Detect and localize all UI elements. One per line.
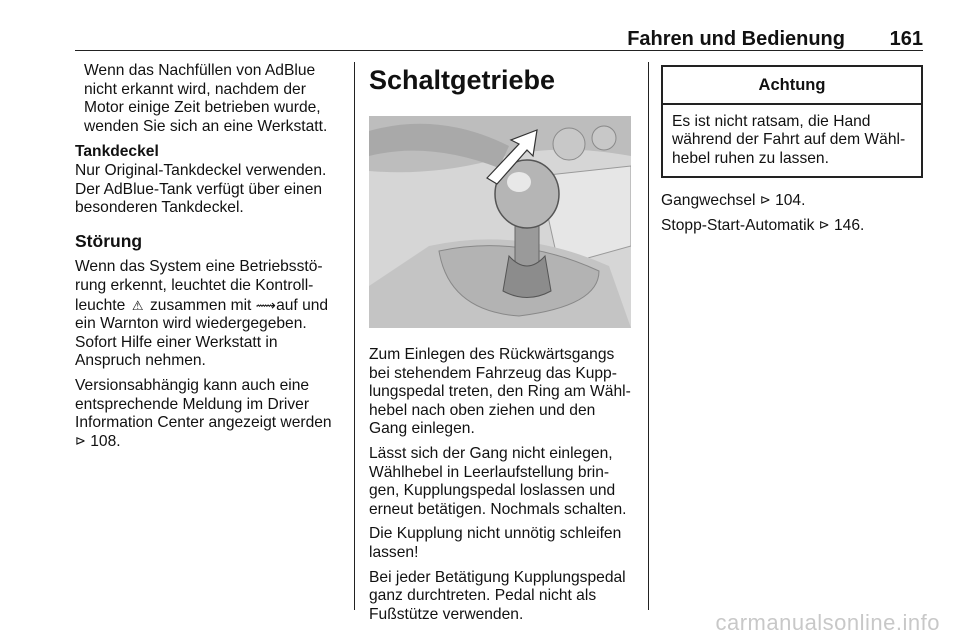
reference-arrow-icon: ⊳ [818, 216, 830, 232]
clutch-slip-text: Die Kupplung nicht unnötig schleifen lassen! [369, 525, 622, 561]
fault-text [75, 258, 340, 371]
caution-text: Es ist nicht ratsam, die Hand während der Fahrt auf dem Wähl-hebel ruhen zu lassen. [672, 112, 906, 167]
dic-text [75, 377, 340, 451]
section-title-manual-gearbox: Schaltgetriebe [369, 65, 556, 95]
caution-box [661, 65, 923, 178]
dic-text-body: Versionsabhängig kann auch eine entsprechende Meldung im Driver Information Center angezeigt werden [75, 376, 332, 432]
adblue-refill-note: Wenn das Nachfüllen von AdBlue nicht erkannt wird, nachdem der Motor einige Zeit betrieben wurde, wenden Sie sich an eine Werkstatt. [84, 62, 328, 135]
reference-arrow-icon: ⊳ [75, 432, 86, 448]
header-rule [75, 50, 923, 51]
gear-change-label: Gangwechsel [661, 192, 756, 210]
fault-text-b: zusammen mit [149, 296, 252, 314]
gear-lever-drawing [369, 116, 631, 328]
page-number: 161 [889, 28, 923, 50]
watermark: carmanualsonline.info [715, 610, 940, 635]
fault-text-a: Wenn das System eine Betriebsstö-rung erkennt, leuchtet die Kontroll-leuchte [75, 258, 323, 314]
fault-text-c: auf und ein Warnton wird wiedergegeben. Sofort Hilfe einer Werkstatt in Anspruch nehmen. [75, 296, 329, 370]
reference-arrow-icon: ⊳ [759, 192, 771, 208]
tank-cap-heading: Tankdeckel [75, 143, 159, 161]
fault-heading: Störung [75, 230, 143, 251]
dic-ref-page[interactable]: 108. [90, 432, 121, 450]
stop-start-reference [661, 217, 923, 236]
stop-start-page[interactable]: 146. [834, 216, 865, 234]
gear-change-page[interactable]: 104. [775, 192, 806, 210]
page-header [75, 28, 923, 50]
neutral-retry-text: Lässt sich der Gang nicht einlegen, Wählhebel in Leerlaufstellung brin-gen, Kupplungspedal loslassen und erneut betätigen. Nochmals schalten. [369, 444, 627, 518]
column-divider-right [648, 62, 649, 610]
reverse-gear-text: Zum Einlegen des Rückwärtsgangs bei stehendem Fahrzeug das Kupp-lungspedal treten, den Ring am Wähl-hebel nach oben ziehen und den Gang einlegen. [369, 346, 631, 438]
clutch-pedal-text: Bei jeder Betätigung Kupplungspedal ganz durchtreten. Pedal nicht als Fußstütze verwenden. [369, 568, 626, 623]
column-right [661, 62, 923, 242]
header-title: Fahren und Bedienung [627, 28, 845, 50]
emission-lamp-icon: ⟿ [255, 296, 276, 313]
caution-title: Achtung [663, 67, 921, 105]
tank-cap-text: Nur Original-Tankdeckel verwenden. Der AdBlue-Tank verfügt über einen besonderen Tankdeckel. [75, 161, 327, 217]
stop-start-label: Stopp-Start-Automatik [661, 216, 815, 234]
gear-lever-illustration [369, 116, 631, 328]
gear-change-reference [661, 192, 923, 211]
warning-lamp-icon: ⚠ [131, 297, 144, 313]
column-divider-left [354, 62, 355, 610]
column-middle [369, 62, 635, 630]
column-left [75, 62, 340, 457]
